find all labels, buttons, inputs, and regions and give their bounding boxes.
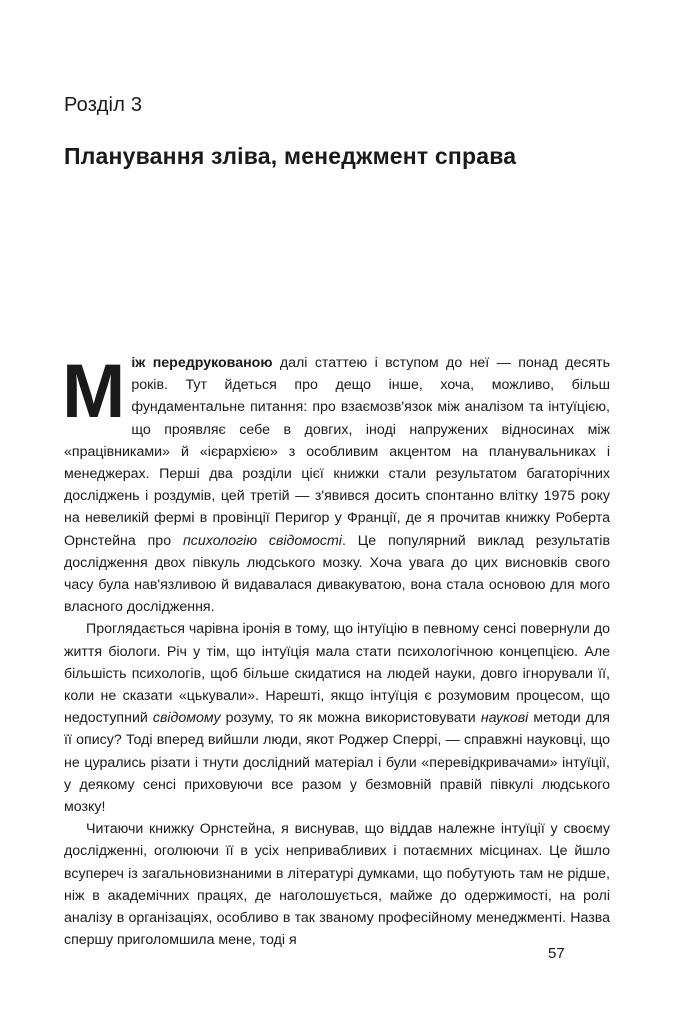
lead-in-bold: іж передрукованою (131, 355, 273, 371)
paragraph-2-text-b: розуму, то як можна використовувати (220, 710, 481, 727)
page-number: 57 (548, 945, 565, 962)
paragraph-2-italic-a: свідомому (152, 710, 221, 727)
drop-cap: М (62, 349, 126, 434)
paragraph-2-text-c: методи для її опису? Тоді вперед вийшли люди, якот Роджер Сперрі, — справжні науковці, що не цурались різати і тнути дослідний матеріал і були «перевідкривачами» інтуїції, у деякому сенсі приховуючи все разом у безмовній правій півкулі людського мозку! (64, 710, 610, 816)
paragraph-1 (62, 349, 610, 618)
body-text (62, 349, 610, 951)
paragraph-1-italic-a: психологію свідомості (182, 532, 342, 549)
paragraph-2-text-a: Проглядається чарівна іронія в тому, що інтуїцію в певному сенсі повернули до життя біологи. Річ у тім, що інтуїція мала стати психологічною концепцією. Але більшість психологів, щоб більше скидатися на людей науки, довго ігнорували її, коли не сказати «цькували». Нарешті, якщо інтуїція є розумовим процесом, що недоступний (64, 621, 610, 727)
paragraph-3 (64, 818, 610, 951)
chapter-label: Розділ 3 (64, 94, 143, 116)
paragraph-1-text-a: далі статтею і вступом до неї — понад десять років. Тут йдеться про дещо інше, хоча, можливо, більш фундаментальне питання: про взаємозв'язок між аналізом та інтуїцією, що проявляє себе в довгих, іноді напружених відносинах між «працівниками» й «ієрархією» з особливим акцентом на планувальниках і менеджерах. Перші два розділи цієї книжки стали результатом багаторічних досліджень і роздумів, цей третій — з'явився досить спонтанно влітку 1975 року на невеликій фермі в провінції Перигор у Франції, де я прочитав книжку Роберта Орнстейна про (64, 355, 610, 549)
paragraph-1-text-b: . Це популярний виклад результатів дослідження двох півкуль людського мозку. Хоча увага до цих висновків свого часу була нав'язливою й видавалася дивакуватою, вона стала основою для мого власного дослідження. (64, 532, 610, 616)
chapter-title: Планування зліва, менеджмент справа (64, 143, 517, 169)
paragraph-2 (64, 618, 610, 818)
paragraph-2-italic-b: наукові (480, 710, 529, 727)
paragraph-3-text-a: Читаючи книжку Орнстейна, я виснував, що віддав належне інтуїції у своєму дослідженні, оголюючи її в усіх непривабливих і потаємних місцинах. Це йшло всупереч із загальновизнаними в літературі думками, що побутують там не рідше, ніж в академічних працях, де наголошується, майже до одержимості, на ролі аналізу в організаціях, особливо в так званому професійному менеджменті. Назва спершу приголомшила мене, тоді я (64, 821, 610, 949)
